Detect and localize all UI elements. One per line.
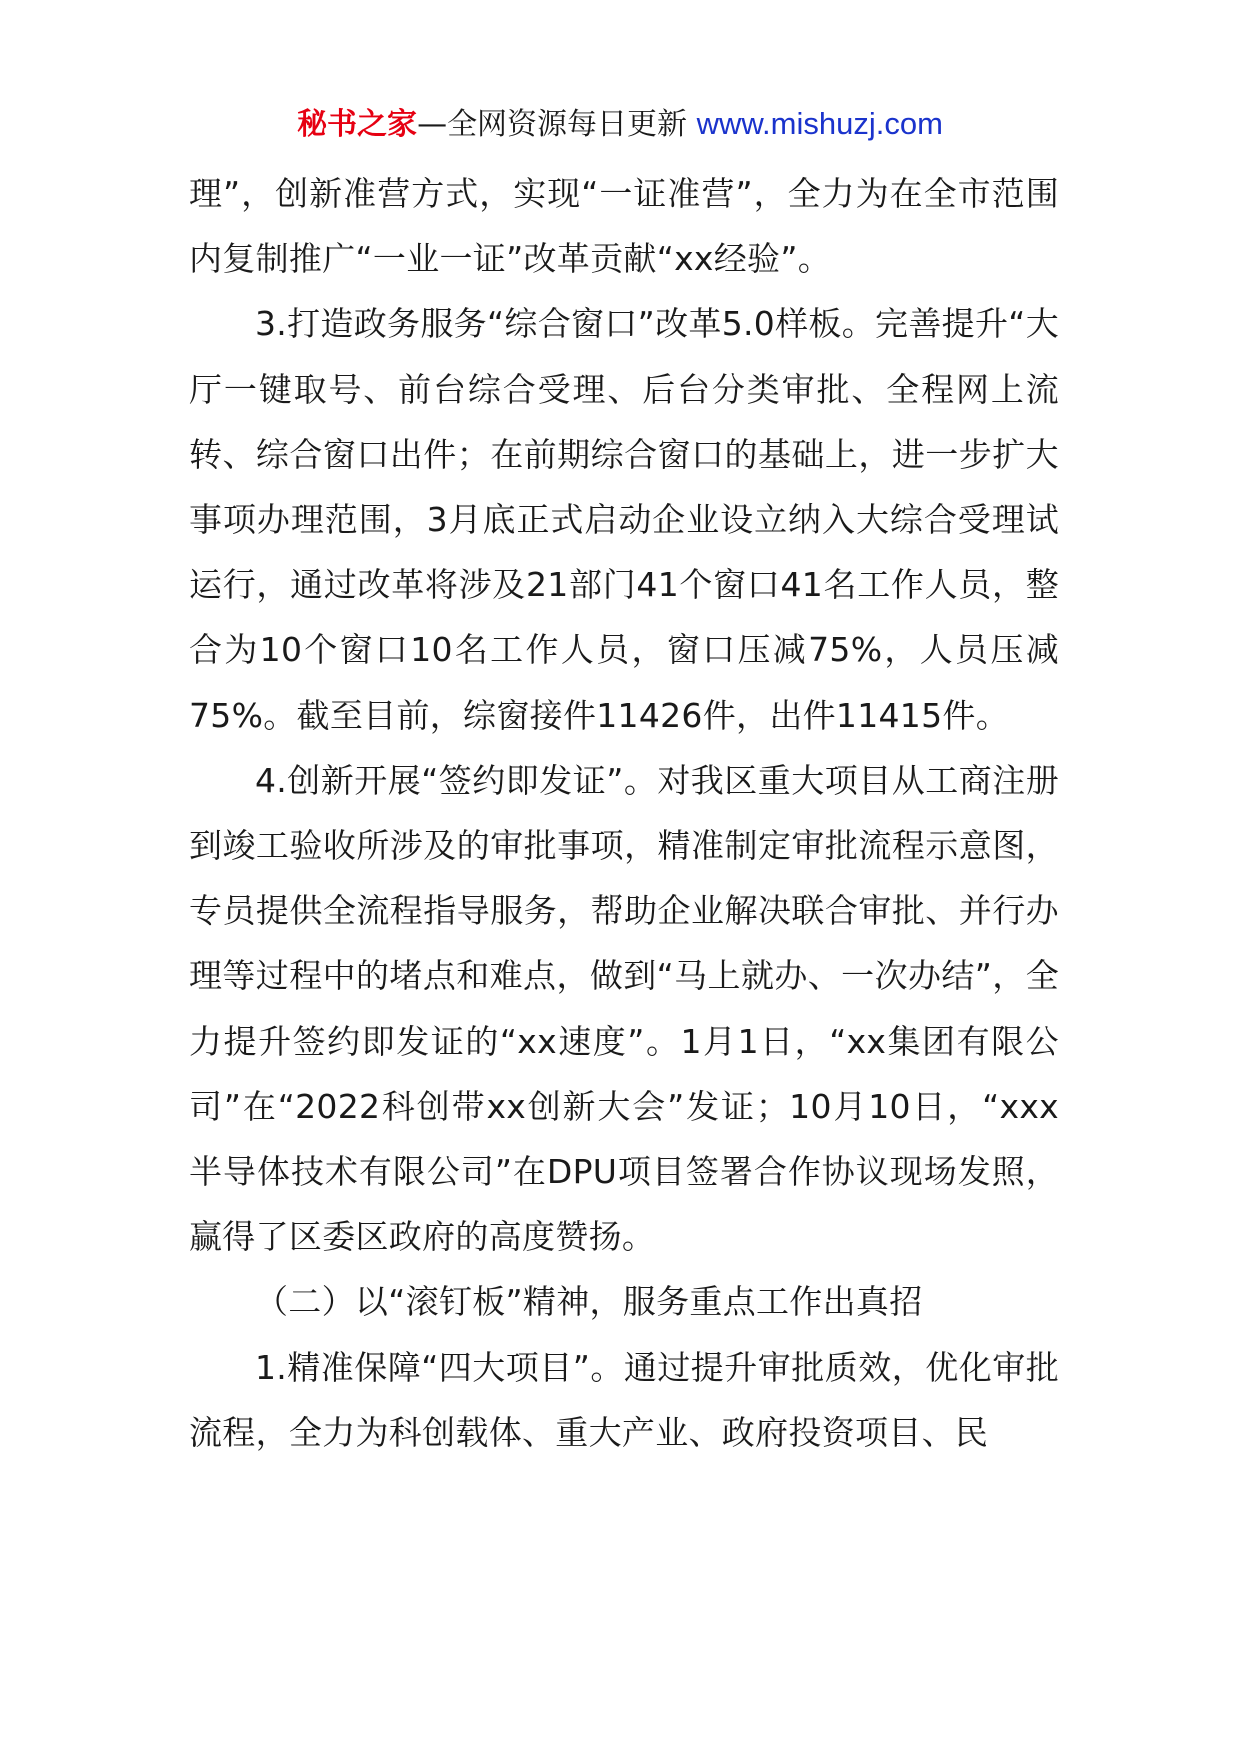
site-tagline: —全网资源每日更新: [417, 107, 688, 142]
site-brand: 秘书之家: [297, 107, 418, 142]
site-header: [0, 100, 1240, 149]
paragraph-item-3: 3.打造政务服务“综合窗口”改革5.0样板。完善提升“大厅一键取号、前台综合受理、后台分类审批、全程网上流转、综合窗口出件；在前期综合窗口的基础上，进一步扩大事项办理范围，3月底正式启动企业设立纳入大综合受理试运行，通过改革将涉及21部门41个窗口41名工作人员，整合为10个窗口10名工作人员，窗口压减75%，人员压减75%。截至目前，综窗接件11426件，出件11415件。: [189, 304, 1059, 735]
paragraph-continuation: 理”，创新准营方式，实现“一证准营”，全力为在全市范围内复制推广“一业一证”改革贡献“xx经验”。: [189, 174, 1059, 279]
section-heading-2: （二）以“滚钉板”精神，服务重点工作出真招: [255, 1282, 923, 1322]
paragraph-section2-item-1: 1.精准保障“四大项目”。通过提升审批质效，优化审批流程，全力为科创载体、重大产业、政府投资项目、民: [189, 1347, 1059, 1452]
paragraph-item-4: 4.创新开展“签约即发证”。对我区重大项目从工商注册到竣工验收所涉及的审批事项，精准制定审批流程示意图，专员提供全流程指导服务，帮助企业解决联合审批、并行办理等过程中的堵点和难点，做到“马上就办、一次办结”，全力提升签约即发证的“xx速度”。1月1日，“xx集团有限公司”在“2022科创带xx创新大会”发证；10月10日，“xxx半导体技术有限公司”在DPU项目签署合作协议现场发照，赢得了区委区政府的高度赞扬。: [189, 760, 1059, 1257]
site-url-link[interactable]: www.mishuzj.com: [696, 106, 943, 141]
document-body: [189, 161, 1059, 1465]
